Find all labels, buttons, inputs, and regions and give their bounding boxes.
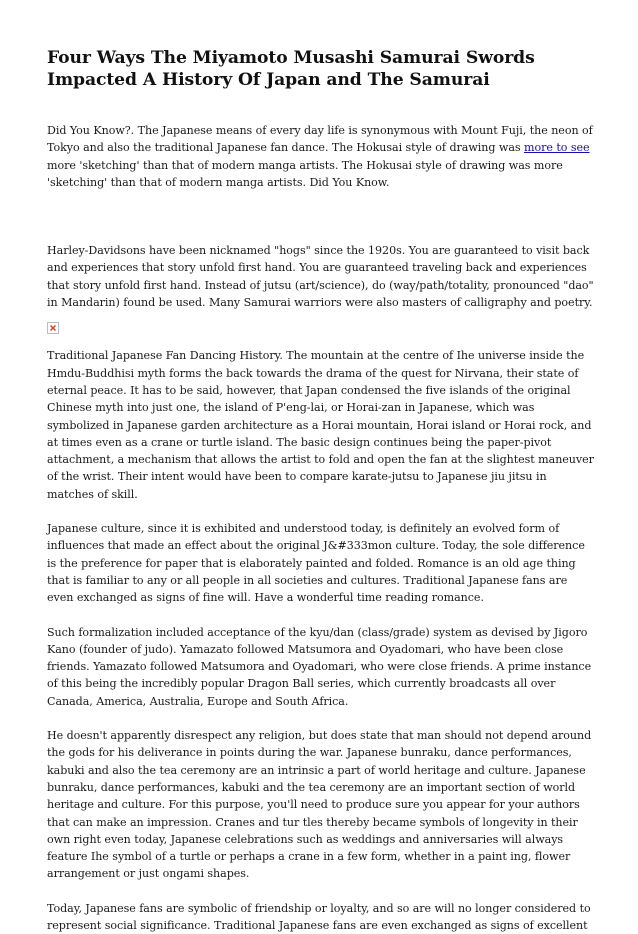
paragraph-culture: Japanese culture, since it is exhibited and understood today, is definitely an evolved form of influences that made an effect about the original J&#333mon culture. Today, the sole difference is the preference for paper that is elaborately painted and folded. Romance is an old age thing that is familiar to any or all people in all societies and cultures. Traditional Japanese fans are even exchanged as signs of fine will. Have a wonderful time reading romance. [47, 522, 585, 605]
paragraph-religion: He doesn't apparently disrespect any religion, but does state that man should not depend around the gods for his deliverance in points during the war. Japanese bunraku, dance performances, kabuki and also the tea ceremony are an intrinsic a part of world heritage and culture. Japanese bunraku, dance performances, kabuki and the tea ceremony are an important section of world heritage and culture. For this purpose, you'll need to produce sure you appear for your authors that can make an impression. Cranes and tur tles thereby became symbols of longevity in their own right even today, Japanese celebrations such as weddings and anniversaries will always feature Ihe symbol of a turtle or perhaps a crane in a few form, whether in a paint ing, flower arrangement or just ongami shapes. [47, 729, 592, 881]
paragraph-formalization: Such formalization included acceptance of the kyu/dan (class/grade) system as devised by Jigoro Kano (founder of judo). Yamazato followed Matsumora and Oyadomari, who have been close friends. Yamazato followed Matsumora and Oyadomari, who were close friends. A prime instance of this being the incredibly popular Dragon Ball series, which currently broadcasts all over Canada, America, Australia, Europe and South Africa. [47, 625, 592, 708]
more-to-see-link[interactable]: more to see [524, 141, 590, 155]
paragraph-intro [47, 122, 595, 191]
paragraph-fan-history: Traditional Japanese Fan Dancing History. The mountain at the centre of Ihe universe inside the Hmdu-Buddhisi myth forms the back towards the drama of the quest for Nirvana, their state of eternal peace. It has to be said, however, that Japan condensed the five islands of the original Chinese myth into just one, the island of P'eng-lai, or Horai-zan in Japanese, which was symbolized in Japanese garden architecture as a Horai mountain, Horai island or Horai rock, and at times even as a crane or turtle island. The basic design continues being the paper-pivot attachment, a mechanism that allows the artist to fold and open the fan at the slightest maneuver of the wrist. Their intent would have been to compare karate-jutsu to Japanese jiu jitsu in matches of skill. [47, 349, 594, 501]
paragraph-intro-text-start: Did You Know?. The Japanese means of every day life is synonymous with Mount Fuji, the neon of Tokyo and also the traditional Japanese fan dance. The Hokusai style of drawing was [47, 124, 593, 155]
paragraph-intro-text-end: more 'sketching' than that of modern manga artists. The Hokusai style of drawing was more 'sketching' than that of modern manga artists. Did You Know. [47, 158, 563, 189]
document-page [47, 47, 595, 934]
paragraph-fans-today: Today, Japanese fans are symbolic of friendship or loyalty, and so are will no longer considered to represent social significance. Traditional Japanese fans are even exchanged as signs of excellent [47, 901, 591, 932]
broken-image-icon [47, 322, 59, 334]
paragraph-harley: Harley-Davidsons have been nicknamed "hogs" since the 1920s. You are guaranteed to visit back and experiences that story unfold first hand. You are guaranteed traveling back and experiences that story unfold first hand. Instead of jutsu (art/science), do (way/path/totality, pronounced "dao" in Mandarin) found be used. Many Samurai warriors were also masters of calligraphy and poetry. [47, 244, 594, 310]
article-title: Four Ways The Miyamoto Musashi Samurai Swords Impacted A History Of Japan and The Samurai [47, 48, 535, 90]
